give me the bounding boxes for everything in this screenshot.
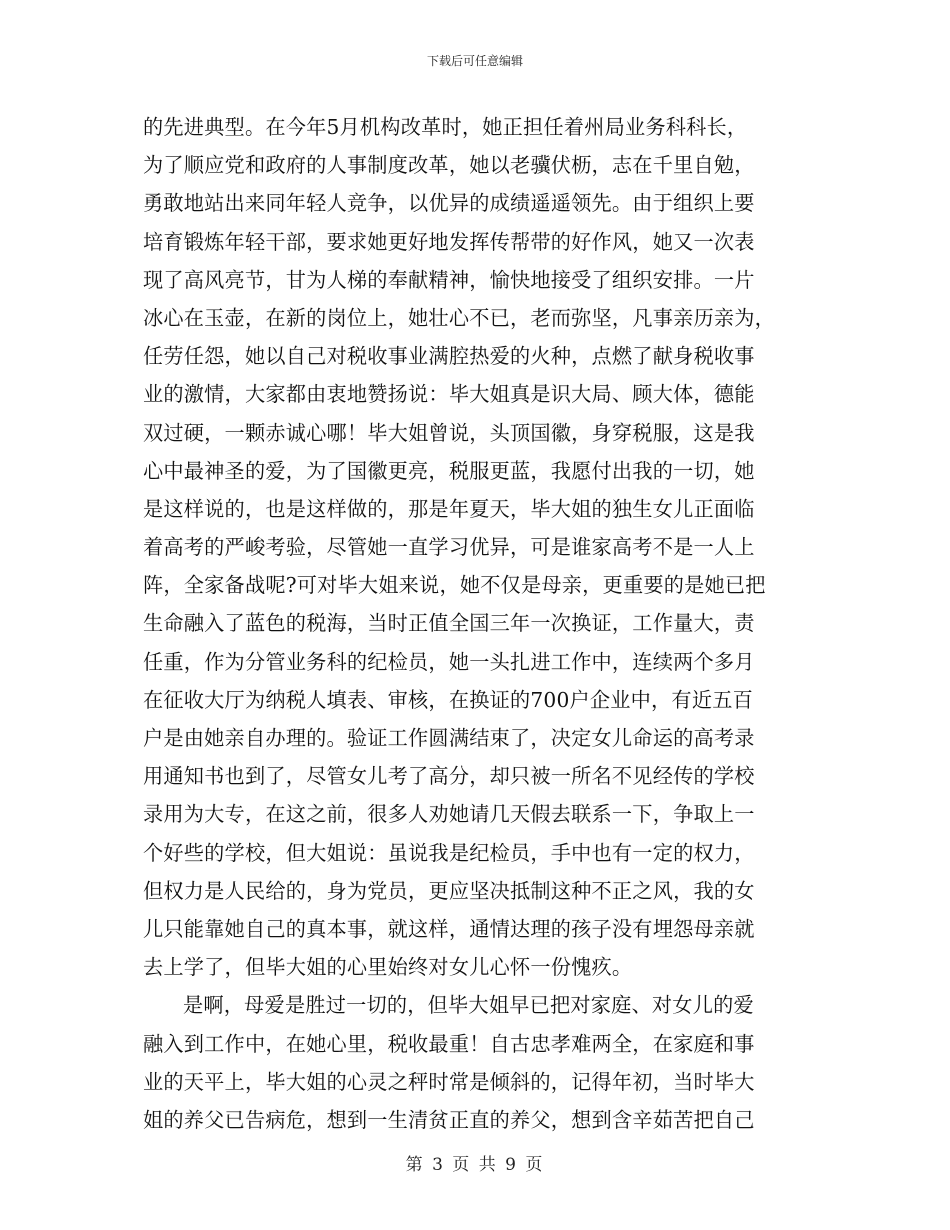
text-line: 任劳任怨，她以自己对税收事业满腔热爱的火种，点燃了献身税收事 bbox=[143, 344, 755, 369]
text-line: 去上学了，但毕大姐的心里始终对女儿心怀一份愧疚。 bbox=[143, 955, 633, 980]
text-line: 着高考的严峻考验，尽管她一直学习优异，可是谁家高考不是一人上 bbox=[143, 535, 755, 560]
text-line: 是这样说的，也是这样做的，那是年夏天，毕大姐的独生女儿正面临 bbox=[143, 496, 755, 521]
text-line: 儿只能靠她自己的真本事，就这样，通情达理的孩子没有埋怨母亲就 bbox=[143, 916, 755, 941]
text-line: 的先进典型。在今年5月机构改革时，她正担任着州局业务科科长， bbox=[143, 115, 748, 139]
text-line: 现了高风亮节，甘为人梯的奉献精神，愉快地接受了组织安排。一片 bbox=[143, 267, 755, 292]
text-line: 用通知书也到了，尽管女儿考了高分，却只被一所名不见经传的学校 bbox=[143, 764, 755, 789]
page-number: 第 3 页 共 9 页 bbox=[405, 1155, 545, 1175]
text-line: 冰心在玉壶，在新的岗位上，她壮心不已，老而弥坚，凡事亲历亲为， bbox=[143, 305, 776, 330]
text-line: 业的天平上，毕大姐的心灵之秤时常是倾斜的，记得年初，当时毕大 bbox=[143, 1069, 755, 1094]
text-line: 户是由她亲自办理的。验证工作圆满结束了，决定女儿命运的高考录 bbox=[143, 726, 755, 750]
text-line: 融入到工作中，在她心里，税收最重！自古忠孝难两全，在家庭和事 bbox=[143, 1031, 755, 1056]
document-body bbox=[143, 108, 803, 1139]
text-line: 在征收大厅为纳税人填表、审核，在换证的700户企业中，有近五百 bbox=[143, 687, 753, 712]
text-line: 任重，作为分管业务科的纪检员，她一头扎进工作中，连续两个多月 bbox=[143, 649, 755, 674]
text-line: 心中最神圣的爱，为了国徽更亮，税服更蓝，我愿付出我的一切，她 bbox=[143, 458, 755, 483]
text-line: 勇敢地站出来同年轻人竞争，以优异的成绩遥遥领先。由于组织上要 bbox=[143, 191, 755, 216]
text-line: 姐的养父已告病危，想到一生清贫正直的养父，想到含辛茹苦把自己 bbox=[143, 1107, 755, 1132]
text-line: 双过硬，一颗赤诚心哪！毕大姐曾说，头顶国徽，身穿税服，这是我 bbox=[143, 420, 755, 445]
paragraph-start-line: 是啊，母爱是胜过一切的，但毕大姐早已把对家庭、对女儿的爱 bbox=[183, 993, 754, 1018]
text-line: 个好些的学校，但大姐说：虽说我是纪检员，手中也有一定的权力， bbox=[143, 840, 755, 865]
page-header: 下载后可任意编辑 bbox=[426, 54, 523, 68]
text-line: 阵，全家备战呢?可对毕大姐来说，她不仅是母亲，更重要的是她已把 bbox=[143, 573, 766, 598]
text-line: 但权力是人民给的，身为党员，更应坚决抵制这种不正之风，我的女 bbox=[143, 878, 755, 903]
text-line: 录用为大专，在这之前，很多人劝她请几天假去联系一下，争取上一 bbox=[143, 802, 755, 827]
text-line: 为了顺应党和政府的人事制度改革，她以老骥伏枥，志在千里自勉， bbox=[143, 153, 755, 178]
text-line: 培育锻炼年轻干部，要求她更好地发挥传帮带的好作风，她又一次表 bbox=[143, 229, 755, 254]
text-line: 生命融入了蓝色的税海，当时正值全国三年一次换证，工作量大，责 bbox=[143, 611, 755, 636]
text-line: 业的激情，大家都由衷地赞扬说：毕大姐真是识大局、顾大体，德能 bbox=[143, 382, 755, 407]
